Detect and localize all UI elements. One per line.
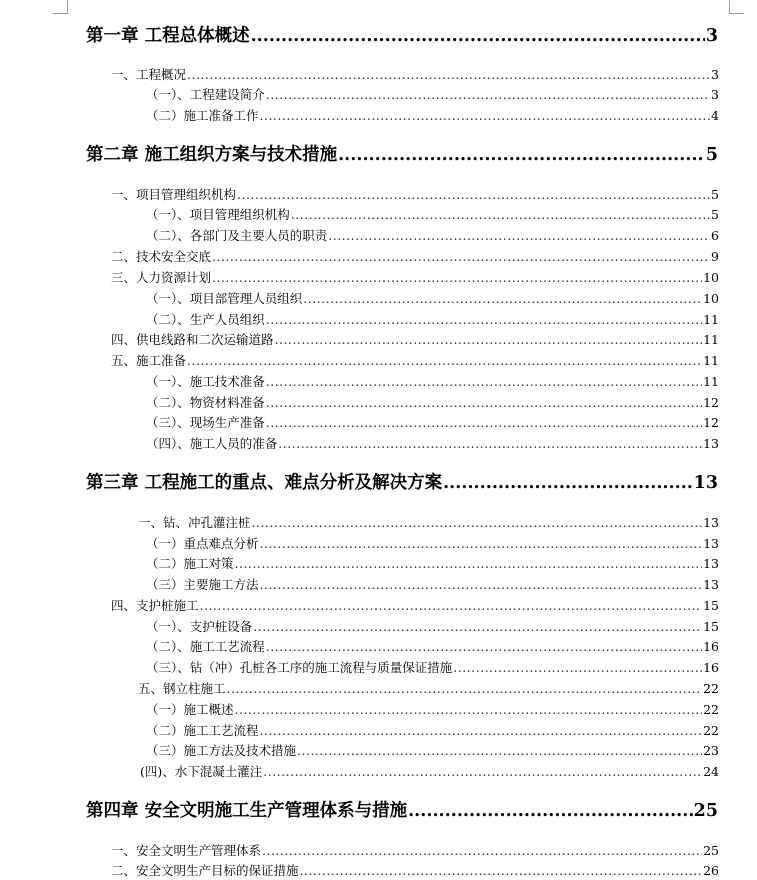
- toc-page-number: 16: [703, 660, 719, 675]
- toc-entry[interactable]: [146, 373, 719, 391]
- toc-entry[interactable]: [140, 763, 719, 781]
- toc-entry-title: 一、钻、冲孔灌注桩: [138, 515, 251, 530]
- toc-entry[interactable]: [146, 555, 719, 573]
- toc-page-number: 25: [693, 801, 718, 821]
- toc-page-number: 3: [711, 67, 719, 82]
- toc-entry-title: 四、支护桩施工: [111, 598, 199, 613]
- dot-leader: [266, 373, 702, 391]
- toc-entry-title: （三）主要施工方法: [146, 577, 259, 592]
- toc-entry-title: 一、安全文明生产管理体系: [111, 843, 262, 858]
- dot-leader: [263, 763, 702, 781]
- toc-entry[interactable]: [146, 701, 719, 719]
- toc-entry-title: 二、安全文明生产目标的保证措施: [111, 863, 299, 878]
- dot-leader: [328, 227, 710, 245]
- dot-leader: [235, 701, 703, 719]
- toc-entry[interactable]: [111, 269, 719, 287]
- toc-entry[interactable]: [146, 435, 719, 453]
- dot-leader: [303, 290, 702, 308]
- toc-entry[interactable]: [146, 414, 719, 432]
- toc-page-number: 13: [703, 536, 719, 551]
- toc-entry[interactable]: [111, 842, 719, 860]
- toc-entry-title: 第四章 安全文明施工生产管理体系与措施: [86, 801, 408, 821]
- toc-entry-title: （一）施工概述: [146, 702, 234, 717]
- toc-entry-title: （一）、施工技术准备: [146, 374, 265, 389]
- dot-leader: [260, 576, 703, 594]
- toc-entry-title: （三）、钻（冲）孔桩各工序的施工流程与质量保证措施: [146, 660, 453, 675]
- toc-chapter-entry[interactable]: [86, 471, 718, 495]
- toc-page-number: 13: [703, 577, 719, 592]
- toc-entry-title: 三、人力资源计划: [111, 270, 212, 285]
- page-corner-mark: [53, 0, 68, 14]
- toc-entry-title: 四、供电线路和二次运输道路: [111, 332, 274, 347]
- toc-entry-title: （二）、施工工艺流程: [146, 639, 265, 654]
- toc-page-number: 13: [693, 473, 718, 493]
- toc-chapter-entry[interactable]: [86, 24, 718, 48]
- toc-entry[interactable]: [146, 659, 719, 677]
- toc-page-number: 12: [703, 415, 719, 430]
- dot-leader: [260, 722, 703, 740]
- dot-leader: [187, 352, 702, 370]
- toc-entry[interactable]: [138, 680, 719, 698]
- toc-page-number: 16: [703, 639, 719, 654]
- toc-entry[interactable]: [146, 638, 719, 656]
- toc-page-number: 5: [705, 145, 718, 165]
- dot-leader: [443, 471, 693, 495]
- toc-page-number: 22: [703, 723, 719, 738]
- dot-leader: [338, 143, 705, 167]
- dot-leader: [453, 659, 702, 677]
- toc-page-number: 13: [703, 515, 719, 530]
- dot-leader: [253, 618, 702, 636]
- toc-page-number: 22: [703, 681, 719, 696]
- toc-page-number: 26: [703, 863, 719, 878]
- toc-page-number: 10: [703, 291, 719, 306]
- toc-entry[interactable]: [111, 862, 719, 880]
- toc-page-number: 3: [711, 87, 719, 102]
- toc-page-number: 5: [711, 187, 719, 202]
- toc-entry-title: （二）、生产人员组织: [146, 312, 265, 327]
- dot-leader: [266, 311, 702, 329]
- toc-page-number: 10: [703, 270, 719, 285]
- toc-entry[interactable]: [146, 394, 719, 412]
- dot-leader: [266, 414, 702, 432]
- toc-page-number: 6: [711, 228, 719, 243]
- toc-entry[interactable]: [146, 311, 719, 329]
- toc-chapter-entry[interactable]: [86, 143, 718, 167]
- toc-entry-title: （一）、支护桩设备: [146, 619, 253, 634]
- toc-page-number: 11: [703, 332, 719, 347]
- dot-leader: [300, 862, 703, 880]
- toc-entry[interactable]: [111, 331, 719, 349]
- toc-entry[interactable]: [146, 576, 719, 594]
- toc-entry-title: 一、工程概况: [111, 67, 187, 82]
- toc-page-number: 25: [703, 843, 719, 858]
- toc-page-number: 13: [703, 556, 719, 571]
- toc-entry-title: （二）施工对策: [146, 556, 234, 571]
- dot-leader: [278, 435, 702, 453]
- toc-entry[interactable]: [146, 86, 719, 104]
- toc-page-number: 11: [703, 374, 719, 389]
- toc-entry[interactable]: [111, 597, 719, 615]
- toc-entry-title: （二）施工工艺流程: [146, 723, 259, 738]
- toc-page-number: 4: [711, 108, 719, 123]
- toc-page-number: 11: [703, 312, 719, 327]
- toc-chapter-entry[interactable]: [86, 799, 718, 823]
- toc-entry[interactable]: [111, 66, 719, 84]
- dot-leader: [212, 248, 710, 266]
- toc-entry[interactable]: [146, 227, 719, 245]
- dot-leader: [212, 269, 702, 287]
- toc-page-number: 23: [703, 743, 719, 758]
- dot-leader: [251, 24, 705, 48]
- dot-leader: [291, 206, 710, 224]
- toc-entry-title: （二）、物资材料准备: [146, 395, 265, 410]
- toc-entry-title: 五、施工准备: [111, 353, 187, 368]
- toc-entry-title: 第三章 工程施工的重点、难点分析及解决方案: [86, 473, 443, 493]
- toc-entry[interactable]: [146, 535, 719, 553]
- toc-page-number: 13: [703, 436, 719, 451]
- toc-entry[interactable]: [111, 186, 719, 204]
- toc-page-number: 15: [703, 619, 719, 634]
- toc-entry-title: （一）、工程建设简介: [146, 87, 265, 102]
- dot-leader: [275, 331, 703, 349]
- toc-entry-title: 第二章 施工组织方案与技术措施: [86, 145, 338, 165]
- toc-entry[interactable]: [146, 742, 719, 760]
- toc-entry[interactable]: [146, 618, 719, 636]
- toc-entry-title: 一、项目管理组织机构: [111, 187, 237, 202]
- dot-leader: [266, 638, 702, 656]
- page-corner-mark: [729, 0, 744, 14]
- dot-leader: [260, 535, 703, 553]
- toc-entry[interactable]: [111, 352, 719, 370]
- toc-entry-title: 第一章 工程总体概述: [86, 26, 250, 46]
- dot-leader: [297, 742, 702, 760]
- toc-entry[interactable]: [146, 722, 719, 740]
- toc-entry-title: （四）、施工人员的准备: [146, 436, 278, 451]
- toc-entry[interactable]: [111, 248, 719, 266]
- dot-leader: [408, 799, 693, 823]
- toc-page-number: 24: [703, 764, 719, 779]
- toc-entry-title: 二、技术安全交底: [111, 249, 212, 264]
- dot-leader: [237, 186, 710, 204]
- toc-entry-title: （二）、各部门及主要人员的职责: [146, 228, 328, 243]
- toc-page-number: 12: [703, 395, 719, 410]
- dot-leader: [235, 555, 703, 573]
- dot-leader: [266, 86, 710, 104]
- toc-entry-title: （三）、现场生产准备: [146, 415, 265, 430]
- toc-entry-title: （一）、项目管理组织机构: [146, 207, 290, 222]
- toc-entry[interactable]: [146, 206, 719, 224]
- toc-page-number: 5: [711, 207, 719, 222]
- dot-leader: [187, 66, 710, 84]
- toc-entry[interactable]: [146, 290, 719, 308]
- toc-page-number: 9: [711, 249, 719, 264]
- toc-entry-title: 五、钢立柱施工: [138, 681, 226, 696]
- toc-page-number: 3: [705, 26, 718, 46]
- toc-entry[interactable]: [138, 514, 719, 532]
- toc-entry-title: （一）重点难点分析: [146, 536, 259, 551]
- toc-entry-title: （三）施工方法及技术措施: [146, 743, 297, 758]
- toc-entry-title: （二）施工准备工作: [146, 108, 259, 123]
- toc-entry-title: (四)、水下混凝土灌注: [140, 764, 263, 779]
- toc-entry-title: （一）、项目部管理人员组织: [146, 291, 303, 306]
- toc-page-number: 11: [703, 353, 719, 368]
- dot-leader: [266, 394, 702, 412]
- toc-page-number: 15: [703, 598, 719, 613]
- dot-leader: [227, 680, 703, 698]
- dot-leader: [260, 107, 711, 125]
- dot-leader: [262, 842, 702, 860]
- toc-entry[interactable]: [146, 107, 719, 125]
- dot-leader: [252, 514, 703, 532]
- dot-leader: [200, 597, 703, 615]
- toc-page-number: 22: [703, 702, 719, 717]
